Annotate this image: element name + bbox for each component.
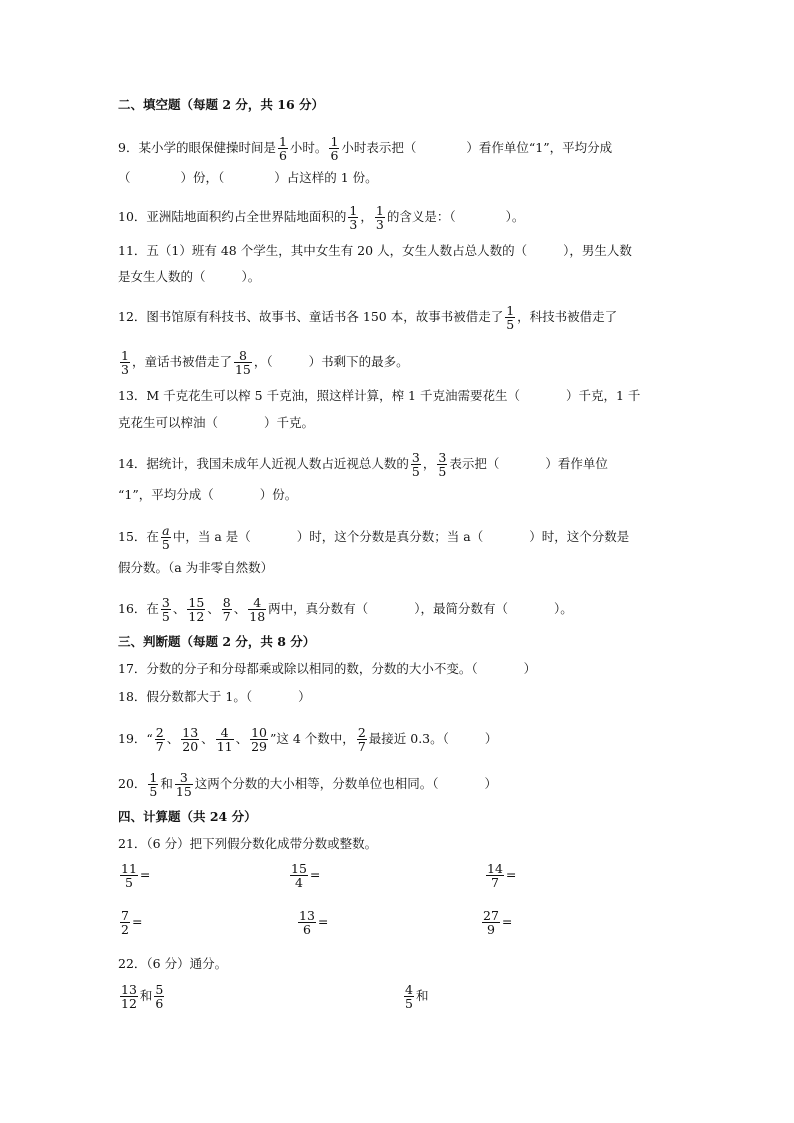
fraction: $\frac{8}{15}$ (234, 348, 251, 377)
fraction: $\frac{1}{5}$ (149, 770, 158, 799)
question-15-line1: 15．在 $\frac{a}{5}$ 中，当 a 是（ ）时，这个分数是真分数；当 a（ ）时，这个分数是 (118, 523, 630, 552)
fraction: $\frac{1}{6}$ (330, 134, 339, 163)
calc-item[interactable]: $\frac{13}{6}$ = (299, 908, 329, 937)
section-title-fill-in: 二、填空题（每题 2 分，共 16 分） (118, 97, 325, 112)
question-9-line1: 9．某小学的眼保健操时间是 $\frac{1}{6}$ 小时。 $\frac{1}{6}$ 小时表示把（ ）看作单位“1”，平均分成 (118, 134, 613, 163)
common-denominator-pair[interactable]: $\frac{13}{12}$ 和 $\frac{5}{6}$ (121, 982, 164, 1011)
fraction: $\frac{8}{7}$ (222, 595, 231, 624)
fraction: $\frac{15}{12}$ (188, 595, 205, 624)
fraction: $\frac{4}{18}$ (249, 595, 266, 624)
question-10: 10．亚洲陆地面积约占全世界陆地面积的 $\frac{1}{3}$ ， $\frac{1}{3}$ 的含义是：（ ）。 (118, 203, 525, 232)
question-14-line1: 14．据统计，我国未成年人近视人数占近视总人数的 $\frac{3}{5}$ ， $\frac{3}{5}$ 表示把（ ）看作单位 (118, 450, 608, 479)
question-17: 17．分数的分子和分母都乘或除以相同的数，分数的大小不变。（ ） (118, 661, 537, 676)
question-13-line1: 13．M 千克花生可以榨 5 千克油，照这样计算，榨 1 千克油需要花生（ ）千克，1 千 (118, 388, 641, 403)
fraction: $\frac{4}{11}$ (216, 725, 233, 754)
question-12-line2: $\frac{1}{3}$ ，童话书被借走了 $\frac{8}{15}$ ，（ ）书剩下的最多。 (121, 348, 409, 377)
question-12-line1: 12．图书馆原有科技书、故事书、童话书各 150 本，故事书被借走了 $\frac{1}{5}$ ，科技书被借走了 (118, 303, 618, 332)
fraction: $\frac{a}{5}$ (161, 523, 170, 552)
question-11-line1: 11．五（1）班有 48 个学生，其中女生有 20 人，女生人数占总人数的（ ），男生人数 (118, 243, 632, 258)
question-19: 19．“ $\frac{2}{7}$ 、 $\frac{13}{20}$ 、 $\frac{4}{11}$ 、 $\frac{10}{29}$ ”这 4 个数中， $\frac{2}{7}$ 最接近 0.3。（ ） (118, 725, 498, 754)
question-15-line2: 假分数。（a 为非零自然数） (118, 560, 274, 575)
fraction: $\frac{10}{29}$ (251, 725, 268, 754)
question-9-line2: （ ）份，（ ）占这样的 1 份。 (118, 170, 378, 185)
fraction: $\frac{2}{7}$ (155, 725, 164, 754)
fraction: $\frac{13}{20}$ (182, 725, 199, 754)
fraction: $\frac{3}{5}$ (161, 595, 170, 624)
fraction: $\frac{1}{5}$ (506, 303, 515, 332)
question-20: 20． $\frac{1}{5}$ 和 $\frac{3}{15}$ 这两个分数的大小相等，分数单位也相同。（ ） (118, 770, 498, 799)
question-13-line2: 克花生可以榨油（ ）千克。 (118, 415, 315, 430)
question-16: 16．在 $\frac{3}{5}$ 、 $\frac{15}{12}$ 、 $\frac{8}{7}$ 、 $\frac{4}{18}$ 两中，真分数有（ ），最简分数有（ ）。 (118, 595, 573, 624)
fraction: $\frac{2}{7}$ (357, 725, 366, 754)
question-22: 22．（6 分）通分。 (118, 956, 228, 971)
question-18: 18．假分数都大于 1。（ ） (118, 689, 311, 704)
question-21: 21．（6 分）把下列假分数化成带分数或整数。 (118, 836, 378, 851)
fraction: $\frac{3}{15}$ (175, 770, 192, 799)
fraction: $\frac{1}{3}$ (349, 203, 358, 232)
fraction: $\frac{3}{5}$ (438, 450, 447, 479)
calc-item[interactable]: $\frac{27}{9}$ = (483, 908, 513, 937)
calc-item[interactable]: $\frac{7}{2}$ = (121, 908, 143, 937)
section-title-calculation: 四、计算题（共 24 分） (118, 809, 257, 824)
section-title-true-false: 三、判断题（每题 2 分，共 8 分） (118, 634, 316, 649)
common-denominator-pair[interactable]: $\frac{4}{5}$ 和 (405, 982, 429, 1011)
calc-item[interactable]: $\frac{15}{4}$ = (291, 861, 321, 890)
question-11-line2: 是女生人数的（ ）。 (118, 269, 261, 284)
fraction: $\frac{3}{5}$ (411, 450, 420, 479)
question-14-line2: “1”，平均分成（ ）份。 (118, 487, 298, 502)
calc-item[interactable]: $\frac{11}{5}$ = (121, 861, 151, 890)
calc-item[interactable]: $\frac{14}{7}$ = (487, 861, 517, 890)
fraction: $\frac{1}{6}$ (278, 134, 287, 163)
fraction: $\frac{1}{3}$ (121, 348, 129, 377)
fraction: $\frac{1}{3}$ (375, 203, 384, 232)
